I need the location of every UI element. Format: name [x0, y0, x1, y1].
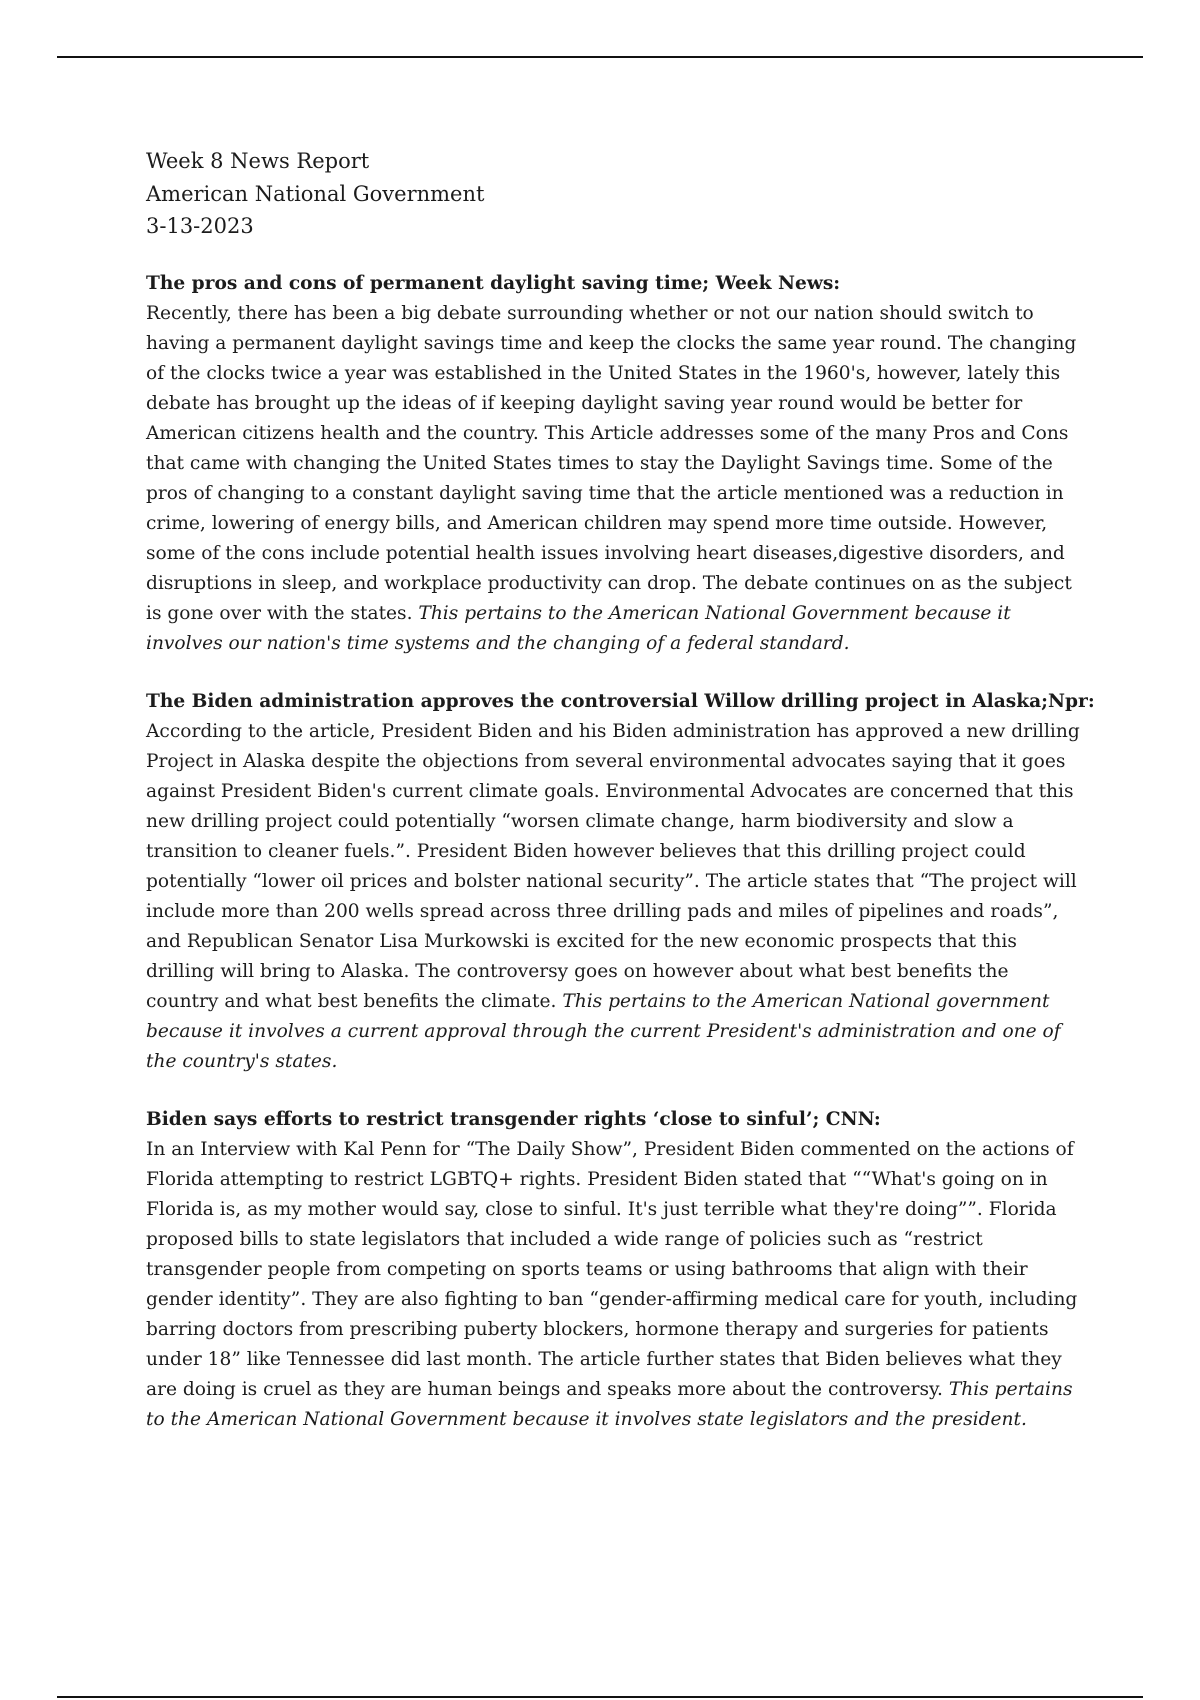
article-body [146, 717, 1086, 1077]
article-headline: Biden says efforts to restrict transgender rights ‘close to sinful’; CNN: [146, 1108, 881, 1130]
article-summary: Recently, there has been a big debate surrounding whether or not our nation should switch to having a permanent daylight savings time and keep the clocks the same year round. The changing of the clocks twice a year was established in the United States in the 1960's, however, lately this debate has brought up the ideas of if keeping daylight saving year round would be better for American citizens health and the country. This Article addresses some of the many Pros and Cons that came with changing the United States times to stay the Daylight Savings time. Some of the pros of changing to a constant daylight saving time that the article mentioned was a reduction in crime, lowering of energy bills, and American children may spend more time outside. However, some of the cons include potential health issues involving heart diseases,digestive disorders, and disruptions in sleep, and workplace productivity can drop. The debate continues on as the subject is gone over with the states. [146, 302, 1077, 624]
top-page-rule [57, 56, 1143, 58]
article-headline: The Biden administration approves the controversial Willow drilling project in Alaska;Npr: [146, 690, 1095, 712]
article-headline: The pros and cons of permanent daylight saving time; Week News: [146, 272, 841, 294]
report-date: 3-13-2023 [146, 214, 254, 238]
article-summary: In an Interview with Kal Penn for “The Daily Show”, President Biden commented on the actions of Florida attempting to restrict LGBTQ+ rights. President Biden stated that ““What's going on in Florida is, as my mother would say, close to sinful. It's just terrible what they're doing””. Florida proposed bills to state legislators that included a wide range of policies such as “restrict transgender people from competing on sports teams or using bathrooms that align with their gender identity”. They are also fighting to ban “gender-affirming medical care for youth, including barring doctors from prescribing puberty blockers, hormone therapy and surgeries for patients under 18” like Tennessee did last month. The article further states that Biden believes what they are doing is cruel as they are human beings and speaks more about the controversy. [146, 1138, 1078, 1400]
article-summary: According to the article, President Biden and his Biden administration has approved a new drilling Project in Alaska despite the objections from several environmental advocates saying that it goes against President Biden's current climate goals. Environmental Advocates are concerned that this new drilling project could potentially “worsen climate change, harm biodiversity and slow a transition to cleaner fuels.”. President Biden however believes that this drilling project could potentially “lower oil prices and bolster national security”. The article states that “The project will include more than 200 wells spread across three drilling pads and miles of pipelines and roads”, and Republican Senator Lisa Murkowski is excited for the new economic prospects that this drilling will bring to Alaska. The controversy goes on however about what best benefits the country and what best benefits the climate. [146, 720, 1080, 1012]
article-relevance: This pertains to the American National government because it involves a current approval through the current President's administration and one of the country's states. [146, 990, 1061, 1072]
document-page [146, 145, 1095, 1463]
report-title: Week 8 News Report [146, 149, 370, 173]
article-daylight-saving [146, 269, 1086, 659]
article-relevance: This pertains to the American National Government because it involves state legislators and the president. [146, 1378, 1073, 1430]
article-relevance: This pertains to the American National Government because it involves our nation's time systems and the changing of a federal standard. [146, 602, 1011, 654]
article-willow-drilling [146, 687, 1095, 1077]
course-name: American National Government [146, 181, 485, 206]
article-transgender-rights [146, 1105, 1086, 1435]
document-header [146, 145, 1086, 243]
bottom-page-rule [57, 1696, 1143, 1698]
article-body [146, 1135, 1086, 1435]
article-body [146, 299, 1086, 659]
